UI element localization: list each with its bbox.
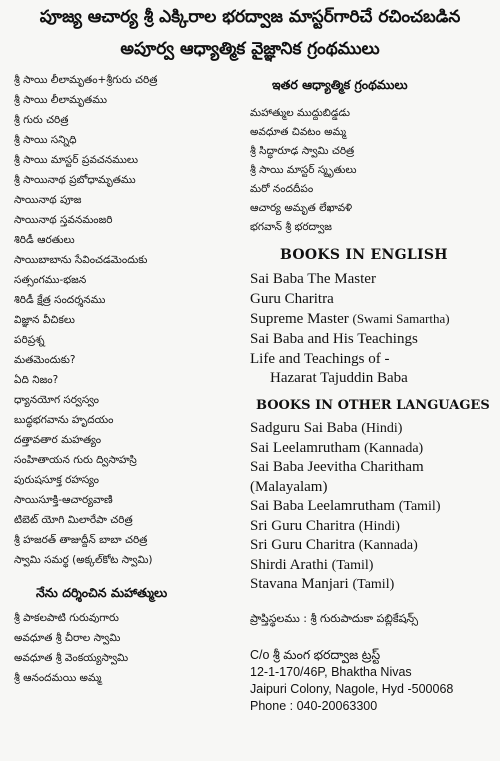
list-item: Sadguru Sai Baba (Hindi) [250, 420, 403, 436]
list-item: శ్రీ పాకలపాటి గురువుగారు [14, 612, 119, 624]
list-item: విజ్ఞాన వీచికలు [14, 314, 75, 326]
address-line: 12-1-170/46P, Bhaktha Nivas [250, 664, 412, 679]
list-item: Sai Baba Jeevitha Charitham [250, 459, 424, 475]
list-item: ఏది నిజం? [14, 374, 59, 386]
english-books-list [250, 269, 495, 388]
list-item: శ్రీ సాయి లీలామృతం+శ్రీగురు చరిత్ర [14, 74, 158, 86]
list-item: Sai Baba The Master [250, 271, 376, 287]
list-item: Sai Baba Leelamrutham (Tamil) [250, 498, 441, 514]
list-item: Sri Guru Charitra (Hindi) [250, 517, 400, 534]
list-item: అవధూత శ్రీ చీరాల స్వామి [14, 632, 121, 644]
list-item: Life and Teachings of - [250, 351, 390, 367]
list-item: శ్రీ హజరత్ తాజుద్దీన్ బాబా చరిత్ర [14, 534, 148, 546]
list-item: Sai Baba and His Teachings [250, 331, 418, 347]
right-column [250, 76, 495, 715]
list-item: (Malayalam) [250, 478, 328, 495]
list-item: సాయినాథ స్తవనమంజరి [14, 214, 113, 226]
list-item: శ్రీ సాయి మాస్టర్ ప్రవచనములు [14, 154, 138, 166]
list-item: సాయినాథ పూజ [14, 194, 82, 206]
list-item: దత్తావతార మహత్యం [14, 434, 102, 446]
list-item: స్వామి సమర్థ (అక్కల్‌కోట స్వామి) [14, 554, 153, 566]
english-books-heading: BOOKS IN ENGLISH [280, 247, 448, 263]
list-item: బుద్ధభగవాను హృదయం [14, 414, 114, 426]
list-item: శ్రీ సాయినాథ ప్రబోధామృతము [14, 174, 136, 186]
list-item: పరిప్రశ్న [14, 334, 45, 346]
list-item: శ్రీ సాయి మాస్టర్ స్మృతులు [250, 164, 357, 176]
list-item: భగవాన్ శ్రీ భరద్వాజ [250, 221, 332, 233]
address-block [250, 647, 495, 715]
list-item: Supreme Master (Swami Samartha) [250, 311, 450, 327]
phone-line: Phone : 040-20063300 [250, 698, 378, 713]
header-line-1: పూజ్య ఆచార్య శ్రీ ఎక్కిరాల భరద్వాజ మాస్టర్‌గారిచే రచించబడిన [39, 7, 461, 27]
list-item: శ్రీ సాయి లీలామృతము [14, 94, 107, 106]
list-item: టిబెట్ యోగి మిలారేపా చరిత్ర [14, 514, 133, 526]
list-item: శిరిడీ క్షేత్ర సందర్శనము [14, 294, 106, 306]
page-header [0, 6, 500, 60]
list-item: Sri Guru Charitra (Kannada) [250, 537, 418, 553]
address-line: C/o శ్రీ మంగ భరద్వాజ ట్రస్ట్ [250, 647, 381, 662]
left-column [14, 70, 239, 688]
header-line-2: అపూర్వ ఆధ్యాత్మిక వైజ్ఞానిక గ్రంథములు [120, 39, 380, 59]
list-item: సంహితాయన గురు ద్విసాహస్రి [14, 454, 137, 466]
publisher-label: ప్రాప్తిస్థలము : [250, 611, 307, 625]
mahatmulu-list [14, 608, 239, 688]
list-item: సత్సంగము-భజన [14, 274, 87, 286]
publisher-line [250, 611, 495, 627]
telugu-book-list [14, 70, 239, 570]
list-item-continuation: Hazarat Tajuddin Baba [270, 370, 408, 386]
other-spiritual-list [250, 104, 495, 237]
list-item: Guru Charitra [250, 291, 334, 307]
list-item: మతమెందుకు? [14, 354, 76, 366]
list-item: శ్రీ సాయి సన్నిధి [14, 134, 77, 146]
list-item: సాయిసూక్తి-ఆచార్యవాణి [14, 494, 113, 506]
list-item: అవధూత శ్రీ వెంకయ్యస్వామి [14, 652, 129, 664]
address-line: Jaipuri Colony, Nagole, Hyd -500068 [250, 681, 454, 696]
list-item: మహాత్ముల ముద్దుబిడ్డడు [250, 107, 351, 119]
list-item: శ్రీ గురు చరిత్ర [14, 114, 69, 126]
publisher-name: శ్రీ గురుపాదుకా పబ్లికేషన్స్ [310, 611, 419, 625]
list-item: ధ్యానయోగ సర్వస్వం [14, 394, 99, 406]
other-spiritual-heading: ఇతర ఆధ్యాత్మిక గ్రంథములు [272, 77, 408, 92]
list-item: అవధూత చివటం అమ్మ [250, 126, 347, 138]
list-item: శ్రీ సిద్ధారూఢ స్వామి చరిత్ర [250, 145, 355, 157]
list-item: శ్రీ ఆనందమయి అమ్మ [14, 672, 102, 684]
other-languages-list [250, 419, 495, 595]
mahatmulu-heading: నేను దర్శించిన మహాత్ములు [36, 585, 168, 600]
list-item: పురుషసూక్త రహస్యం [14, 474, 100, 486]
list-item: సాయిబాబాను సేవించడమెందుకు [14, 254, 148, 266]
list-item: Shirdi Arathi (Tamil) [250, 556, 374, 573]
list-item: Sai Leelamrutham (Kannada) [250, 439, 424, 456]
other-languages-heading: BOOKS IN OTHER LANGUAGES [256, 398, 490, 413]
list-item: Stavana Manjari (Tamil) [250, 576, 395, 592]
list-item: మరో నందదీపం [250, 183, 314, 195]
list-item: శిరిడీ ఆరతులు [14, 234, 75, 246]
list-item: ఆచార్య అమృత లేఖావళి [250, 202, 353, 214]
